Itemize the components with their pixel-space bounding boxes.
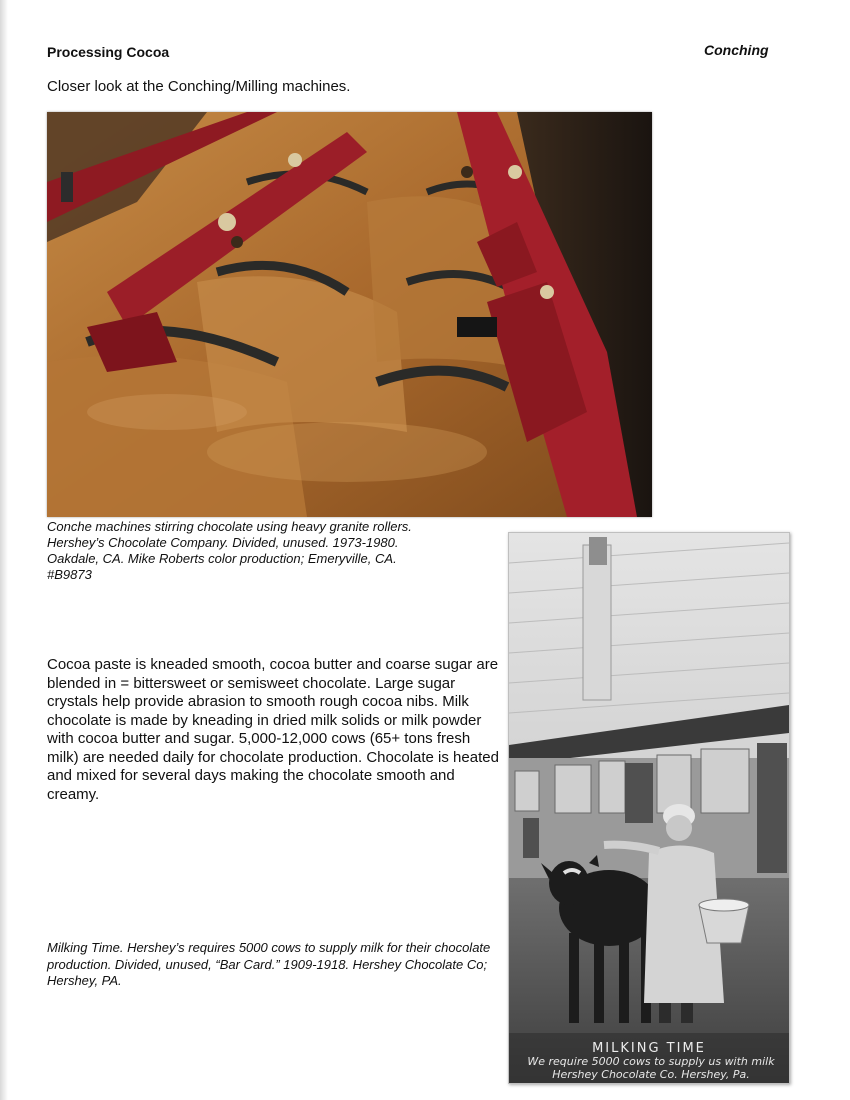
figure1-caption-line: Conche machines stirring chocolate using heavy granite rollers. <box>47 519 412 534</box>
figure1-caption-line: Oakdale, CA. Mike Roberts color production; Emeryville, CA. <box>47 551 397 566</box>
milking-time-postcard <box>508 532 790 1084</box>
postcard-title: MILKING TIME <box>592 1041 706 1056</box>
body-paragraph: Cocoa paste is kneaded smooth, cocoa butter and coarse sugar are blended in = bittersweet or semisweet chocolate. Large sugar crystals help provide abrasion to smooth rough cocoa nibs. Milk chocolate is made by kneading in dried milk solids or milk powder with cocoa butter and sugar. 5,000-12,000 cows (65+ tons fresh milk) are needed daily for chocolate production. Chocolate is heated and mixed for several days making the chocolate smooth and creamy. <box>47 656 499 803</box>
scan-edge-shadow <box>0 0 8 1100</box>
conche-machines-photo <box>47 112 652 517</box>
intro-text: Closer look at the Conching/Milling machines. <box>47 78 351 95</box>
figure2-caption: Milking Time. Hershey’s requires 5000 cows to supply milk for their chocolate production. Divided, unused, “Bar Card.” 1909-1918. Hershey Chocolate Co; Hershey, PA. <box>47 940 491 988</box>
page-title: Processing Cocoa <box>47 44 170 60</box>
figure1-caption <box>47 519 467 583</box>
postcard-tagline: We require 5000 cows to supply us with milk <box>527 1055 775 1068</box>
figure1-caption-line: Hershey’s Chocolate Company. Divided, unused. 1973-1980. <box>47 535 399 550</box>
section-subtitle: Conching <box>704 42 769 58</box>
figure1-caption-line: #B9873 <box>47 567 92 582</box>
postcard-publisher: Hershey Chocolate Co. Hershey, Pa. <box>552 1068 750 1081</box>
